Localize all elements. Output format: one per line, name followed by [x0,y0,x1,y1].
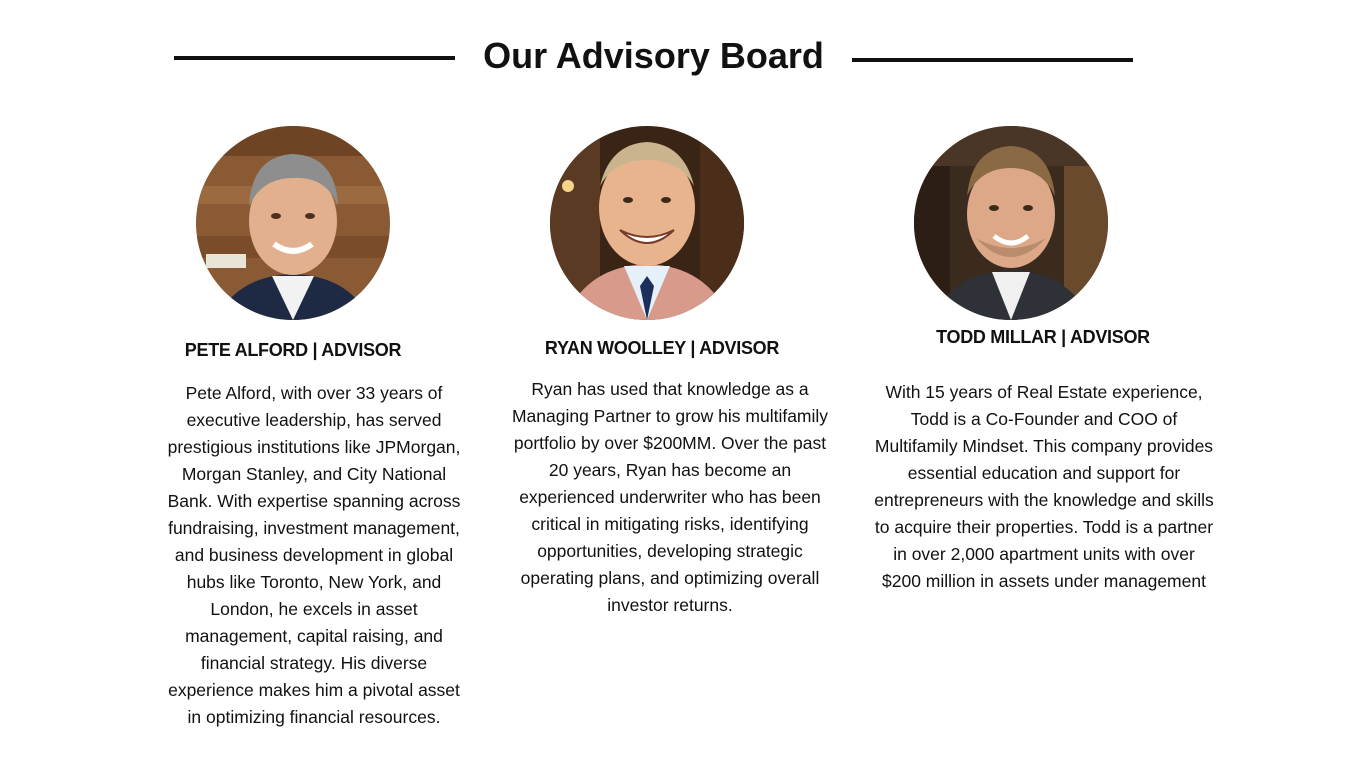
advisor-name-ryan-woolley: RYAN WOOLLEY | ADVISOR [544,338,780,358]
portrait-icon [196,126,390,320]
advisor-photo-todd-millar [914,126,1108,320]
advisor-bio-pete-alford: Pete Alford, with over 33 years of executive leadership, has served prestigious institutions like JPMorgan, Morgan Stanley, and City National Bank. With expertise spanning across fundraising, investment management, and business development in global hubs like Toronto, New York, and London, he excels in asset management, capital raising, and financial strategy. His diverse experience makes him a pivotal asset in optimizing financial resources. [167,383,461,727]
advisor-bio-ryan-woolley: Ryan has used that knowledge as a Managing Partner to grow his multifamily portfolio by over $200MM. Over the past 20 years, Ryan has become an experienced underwriter who has been critical in mitigating risks, identifying opportunities, developing strategic operating plans, and optimizing overall investor returns. [511,379,829,615]
advisor-name-pete-alford: PETE ALFORD | ADVISOR [184,340,402,360]
advisor-photo-ryan-woolley [550,126,744,320]
advisor-photo-pete-alford [196,126,390,320]
title-rule-left [174,56,455,60]
portrait-icon [914,126,1108,320]
page-title: Our Advisory Board [483,35,824,76]
title-rule-right [852,58,1133,62]
advisor-bio-todd-millar: With 15 years of Real Estate experience, Todd is a Co-Founder and COO of Multifamily Mindset. This company provides essential education and support for entrepreneurs with the knowledge and skills to acquire their properties. Todd is a partner in over 2,000 apartment units with over $200 million in assets under management [874,382,1214,591]
portrait-icon [550,126,744,320]
advisor-name-todd-millar: TODD MILLAR | ADVISOR [936,327,1150,347]
